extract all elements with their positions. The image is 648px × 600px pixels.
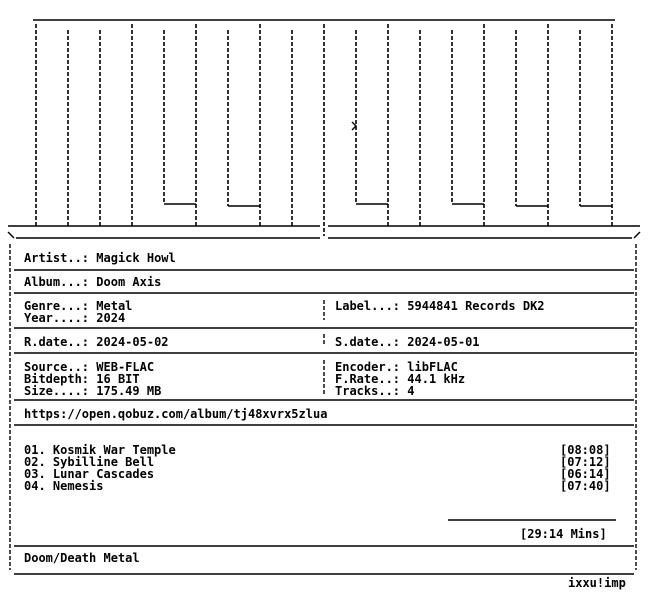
track-time: [08:08] (560, 443, 611, 457)
genre-value: Metal (96, 299, 133, 313)
size-label: Size....: (24, 384, 90, 398)
sdate-row (335, 336, 480, 348)
artist-label: Artist..: (24, 251, 90, 265)
total-duration: [29:14 Mins] (520, 527, 607, 541)
rdate-row (24, 336, 169, 348)
track-title: 01. Kosmik War Temple (24, 443, 176, 457)
year-label: Year....: (24, 311, 90, 325)
sdate-label: S.date..: (335, 335, 401, 349)
tracks-value: 4 (407, 384, 415, 398)
encoder-value: libFLAC (407, 360, 458, 374)
label-row (335, 300, 545, 312)
bitdepth-label: Bitdepth: (24, 372, 90, 386)
track-time: [07:40] (560, 479, 611, 493)
album-row (24, 276, 161, 288)
track-time: [06:14] (560, 467, 611, 481)
rdate-value: 2024-05-02 (96, 335, 169, 349)
genre-label: Genre...: (24, 299, 90, 313)
tracks-row (335, 385, 415, 397)
artist-row (24, 252, 176, 264)
frate-label: F.Rate..: (335, 372, 401, 386)
year-row (24, 312, 125, 324)
source-label: Source..: (24, 360, 90, 374)
size-value: 175.49 MB (96, 384, 162, 398)
track-time: [07:12] (560, 455, 611, 469)
label-label: Label...: (335, 299, 401, 313)
rdate-label: R.date..: (24, 335, 90, 349)
track-title: 03. Lunar Cascades (24, 467, 155, 481)
track-title: 02. Sybilline Bell (24, 455, 155, 469)
bitdepth-value: 16 BIT (96, 372, 140, 386)
album-label: Album...: (24, 275, 90, 289)
sdate-value: 2024-05-01 (407, 335, 480, 349)
source-value: WEB-FLAC (96, 360, 155, 374)
signature: ixxu!imp (568, 576, 626, 590)
encoder-label: Encoder.: (335, 360, 401, 374)
artist-value: Magick Howl (96, 251, 176, 265)
year-value: 2024 (96, 311, 126, 325)
footer-genre: Doom/Death Metal (24, 551, 140, 565)
size-row (24, 385, 161, 397)
frate-value: 44.1 kHz (407, 372, 466, 386)
tracks-label: Tracks..: (335, 384, 401, 398)
album-url[interactable]: https://open.qobuz.com/album/tj48xvrx5zlua (24, 407, 328, 421)
label-value: 5944841 Records DK2 (407, 299, 545, 313)
album-value: Doom Axis (96, 275, 162, 289)
track-title: 04. Nemesis (24, 479, 104, 493)
